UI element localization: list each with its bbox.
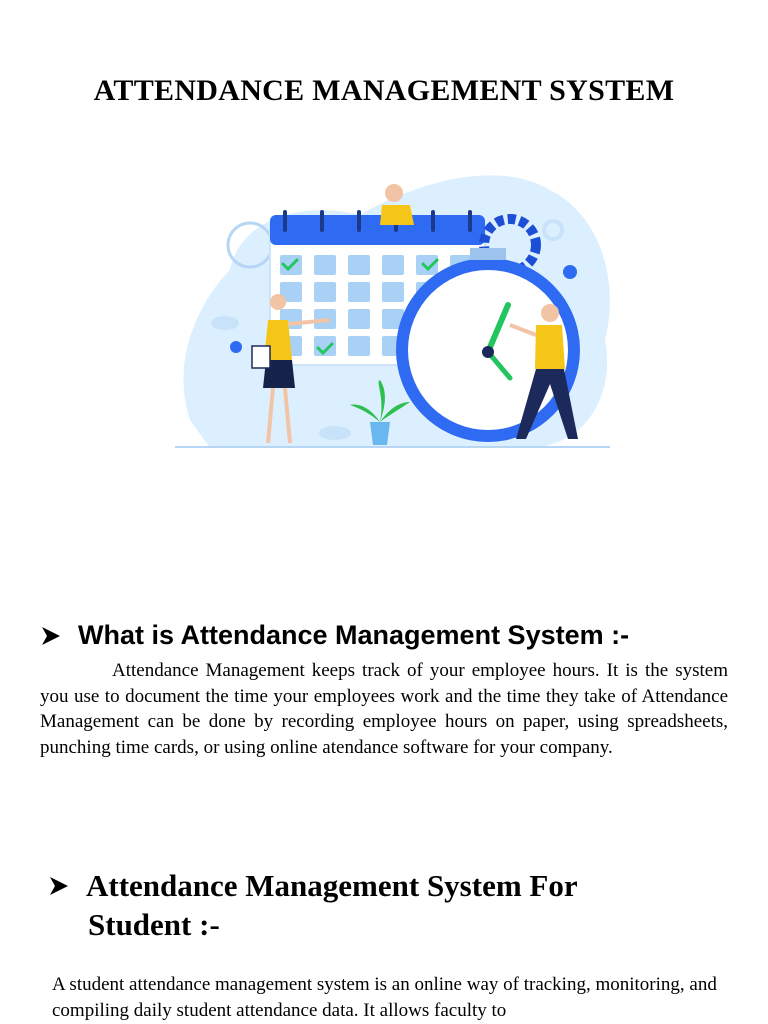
attendance-illustration <box>170 160 620 460</box>
section-heading-text: What is Attendance Management System :- <box>78 620 630 650</box>
calendar-cell <box>348 282 370 302</box>
cloud-icon <box>319 426 351 440</box>
calendar-cell <box>382 255 404 275</box>
plant-icon <box>370 422 390 445</box>
calendar-cell <box>348 255 370 275</box>
page-title: ATTENDANCE MANAGEMENT SYSTEM <box>93 74 675 107</box>
calendar-cell <box>416 255 438 275</box>
section-heading-text: Attendance Management System For <box>86 868 578 903</box>
arrow-bullet-icon <box>48 875 70 897</box>
arrow-bullet-icon <box>40 625 62 647</box>
calendar-cell <box>348 309 370 329</box>
calendar-cell <box>314 282 336 302</box>
calendar-cell <box>314 255 336 275</box>
cloud-icon <box>211 316 239 330</box>
calendar-cell <box>348 336 370 356</box>
section-heading-text: Student :- <box>88 907 220 942</box>
calendar-cell <box>382 282 404 302</box>
section-paragraph: Attendance Management keeps track of your employee hours. It is the system you use to document the time your employees work and the time they take of Attendance Management can be done by recording employee hours on paper, using spreadsheets, punching time cards, or using online atendance software for your company. <box>40 660 728 758</box>
section-heading-student <box>48 866 728 944</box>
section-heading-what-is <box>40 620 740 651</box>
section-paragraph: A student attendance management system is an online way of tracking, monitoring, and compiling daily student attendance data. It allows faculty to <box>52 974 717 1021</box>
